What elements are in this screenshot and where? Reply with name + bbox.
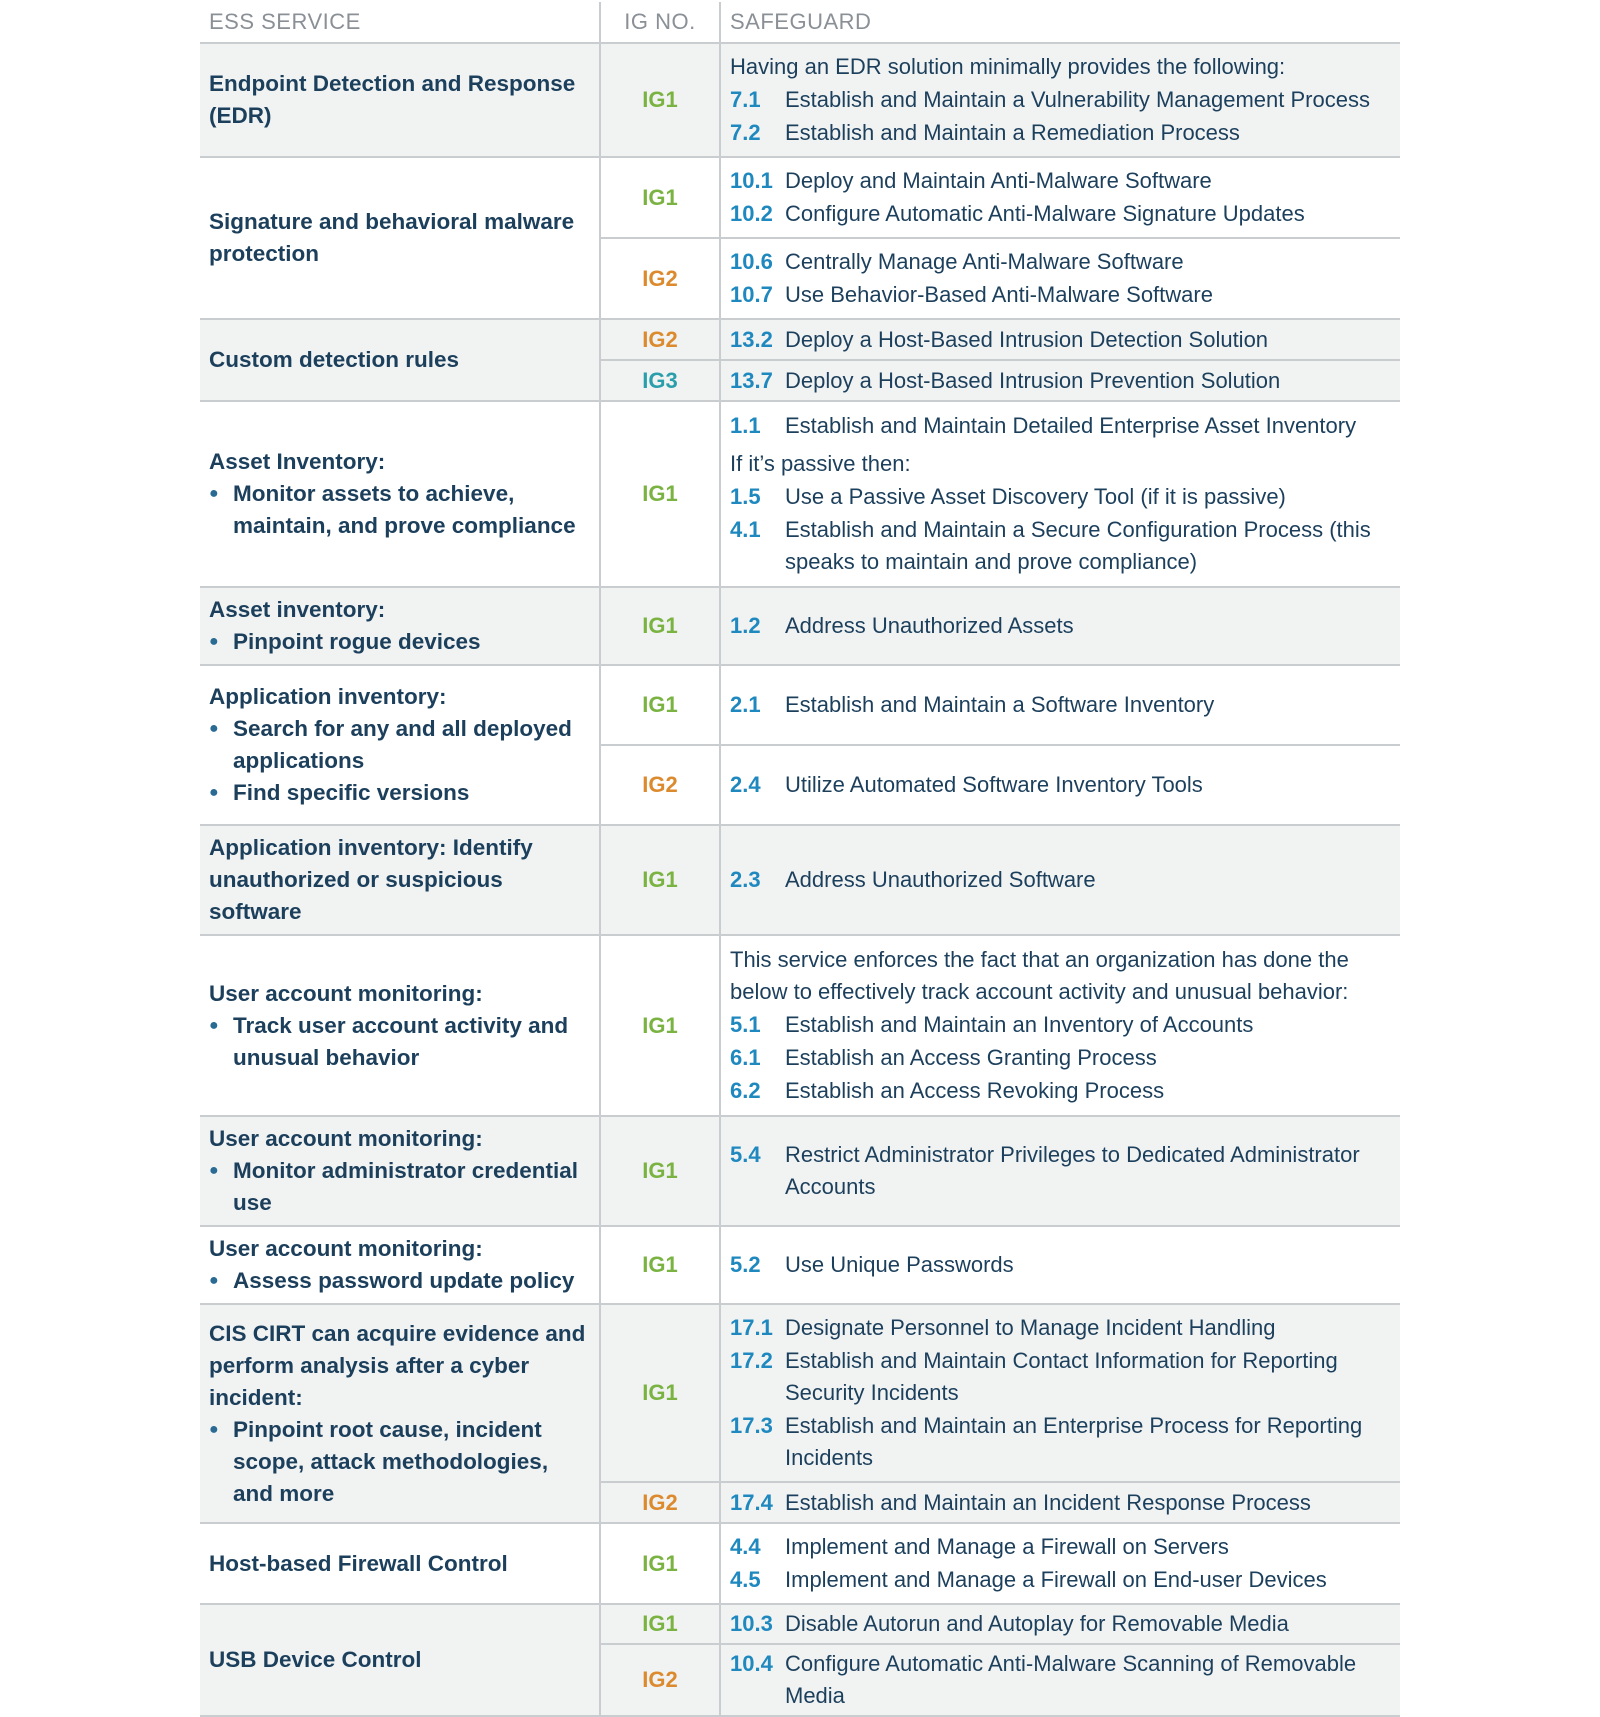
service-cell bbox=[200, 1116, 600, 1226]
safeguard-text: Deploy and Maintain Anti-Malware Software bbox=[785, 168, 1212, 193]
safeguard-cell bbox=[720, 401, 1400, 587]
safeguard-text: Establish an Access Revoking Process bbox=[785, 1078, 1165, 1103]
safeguard-item bbox=[730, 1410, 1391, 1474]
table-row-user-account-password bbox=[200, 1226, 1400, 1304]
safeguard-text: Establish and Maintain a Remediation Process bbox=[785, 120, 1240, 145]
safeguard-item bbox=[730, 1608, 1391, 1640]
ig-badge: IG2 bbox=[600, 1644, 720, 1716]
safeguard-item bbox=[730, 1249, 1391, 1281]
bullet-icon: ● bbox=[209, 485, 219, 502]
service-bullet bbox=[209, 1265, 590, 1297]
header-safeguard: SAFEGUARD bbox=[720, 2, 1400, 43]
service-title: USB Device Control bbox=[209, 1647, 422, 1672]
service-title: Endpoint Detection and Response (EDR) bbox=[209, 71, 576, 128]
safeguard-number: 10.4 bbox=[730, 1651, 773, 1676]
service-title: Signature and behavioral malware protection bbox=[209, 209, 575, 266]
table-row-edr bbox=[200, 43, 1400, 157]
safeguard-item bbox=[730, 410, 1391, 442]
safeguard-cell bbox=[720, 360, 1400, 401]
safeguard-intro: Having an EDR solution minimally provides the following: bbox=[730, 54, 1286, 79]
bullet-icon: ● bbox=[209, 720, 219, 737]
safeguard-cell bbox=[720, 1644, 1400, 1716]
safeguard-number: 6.2 bbox=[730, 1078, 761, 1103]
safeguard-item bbox=[730, 1487, 1391, 1519]
safeguard-text: Establish and Maintain a Vulnerability Management Process bbox=[785, 87, 1370, 112]
ig-badge: IG1 bbox=[600, 1116, 720, 1226]
safeguard-cell bbox=[720, 665, 1400, 745]
service-bullet bbox=[209, 1155, 590, 1219]
ig-badge: IG2 bbox=[600, 238, 720, 319]
safeguard-number: 10.7 bbox=[730, 282, 773, 307]
table-row-usb bbox=[200, 1604, 1400, 1644]
safeguard-item bbox=[730, 1139, 1391, 1203]
safeguard-number: 7.1 bbox=[730, 87, 761, 112]
safeguard-text: Use Behavior-Based Anti-Malware Software bbox=[785, 282, 1213, 307]
safeguard-cell bbox=[720, 1482, 1400, 1523]
ig-badge: IG1 bbox=[600, 1304, 720, 1482]
safeguard-item bbox=[730, 1042, 1391, 1074]
safeguard-text: Use a Passive Asset Discovery Tool (if it is passive) bbox=[785, 484, 1286, 509]
safeguard-number: 10.1 bbox=[730, 168, 773, 193]
safeguard-number: 10.3 bbox=[730, 1611, 773, 1636]
safeguard-cell bbox=[720, 825, 1400, 935]
ig-badge: IG1 bbox=[600, 157, 720, 238]
safeguard-intro: If it’s passive then: bbox=[730, 451, 911, 476]
bullet-icon: ● bbox=[209, 1016, 219, 1034]
table-row-firewall bbox=[200, 1523, 1400, 1604]
safeguard-text: Centrally Manage Anti-Malware Software bbox=[785, 249, 1184, 274]
safeguard-text: Establish and Maintain an Enterprise Process for Reporting Incidents bbox=[785, 1413, 1363, 1470]
safeguard-text: Implement and Manage a Firewall on End-user Devices bbox=[785, 1567, 1327, 1592]
safeguard-text: Establish and Maintain Contact Information for Reporting Security Incidents bbox=[785, 1348, 1338, 1405]
safeguard-text: Configure Automatic Anti-Malware Signature Updates bbox=[785, 201, 1305, 226]
safeguard-item bbox=[730, 365, 1391, 397]
service-title: Custom detection rules bbox=[209, 347, 460, 372]
safeguard-item bbox=[730, 165, 1391, 197]
service-title: Asset Inventory: bbox=[209, 449, 386, 474]
ig-badge: IG2 bbox=[600, 745, 720, 825]
safeguard-text: Establish an Access Granting Process bbox=[785, 1045, 1157, 1070]
safeguard-text: Use Unique Passwords bbox=[785, 1252, 1014, 1277]
service-bullet bbox=[209, 777, 590, 809]
ig-badge: IG2 bbox=[600, 1482, 720, 1523]
safeguard-cell bbox=[720, 587, 1400, 665]
safeguard-cell bbox=[720, 745, 1400, 825]
safeguard-number: 10.2 bbox=[730, 201, 773, 226]
safeguard-number: 5.1 bbox=[730, 1012, 761, 1037]
safeguard-item bbox=[730, 514, 1391, 578]
bullet-text: Pinpoint rogue devices bbox=[233, 629, 481, 654]
table-row-user-account-activity bbox=[200, 935, 1400, 1116]
service-cell bbox=[200, 1523, 600, 1604]
safeguard-number: 2.3 bbox=[730, 867, 761, 892]
safeguard-text: Designate Personnel to Manage Incident Handling bbox=[785, 1315, 1276, 1340]
service-bullet bbox=[209, 1414, 590, 1510]
safeguard-text: Restrict Administrator Privileges to Dedicated Administrator Accounts bbox=[785, 1142, 1360, 1199]
service-cell bbox=[200, 1604, 600, 1716]
safeguard-item bbox=[730, 117, 1391, 149]
safeguard-cell bbox=[720, 1226, 1400, 1304]
safeguard-number: 7.2 bbox=[730, 120, 761, 145]
bullet-icon: ● bbox=[209, 1162, 219, 1179]
safeguard-item bbox=[730, 1564, 1391, 1596]
safeguard-number: 4.5 bbox=[730, 1567, 761, 1592]
service-cell bbox=[200, 1226, 600, 1304]
ig-badge: IG1 bbox=[600, 1604, 720, 1644]
bullet-icon: ● bbox=[209, 1420, 219, 1438]
ig-badge: IG2 bbox=[600, 319, 720, 360]
safeguard-number: 2.1 bbox=[730, 692, 761, 717]
safeguard-number: 4.1 bbox=[730, 517, 761, 542]
table-row-application-inventory bbox=[200, 665, 1400, 745]
ess-safeguard-table bbox=[200, 2, 1400, 1717]
safeguard-number: 1.1 bbox=[730, 413, 761, 438]
safeguard-cell bbox=[720, 43, 1400, 157]
safeguard-text: Address Unauthorized Software bbox=[785, 867, 1096, 892]
table-row-asset-rogue bbox=[200, 587, 1400, 665]
table-row-cis-cirt bbox=[200, 1304, 1400, 1482]
safeguard-number: 1.5 bbox=[730, 484, 761, 509]
table-header-row bbox=[200, 2, 1400, 43]
service-title: User account monitoring: bbox=[209, 980, 483, 1006]
safeguard-number: 13.2 bbox=[730, 326, 773, 352]
bullet-icon: ● bbox=[209, 633, 219, 650]
safeguard-cell bbox=[720, 1523, 1400, 1604]
safeguard-item bbox=[730, 1648, 1391, 1712]
safeguard-number: 4.4 bbox=[730, 1534, 761, 1559]
safeguard-cell bbox=[720, 1304, 1400, 1482]
table-row-malware bbox=[200, 157, 1400, 238]
safeguard-item bbox=[730, 481, 1391, 513]
safeguard-cell bbox=[720, 1604, 1400, 1644]
safeguard-text: Disable Autorun and Autoplay for Removable Media bbox=[785, 1611, 1289, 1636]
bullet-icon: ● bbox=[209, 784, 219, 801]
bullet-text: Search for any and all deployed applications bbox=[233, 716, 572, 773]
safeguard-text: Utilize Automated Software Inventory Tools bbox=[785, 772, 1203, 797]
safeguard-cell bbox=[720, 319, 1400, 360]
service-title: Host-based Firewall Control bbox=[209, 1550, 508, 1576]
bullet-text: Monitor assets to achieve, maintain, and prove compliance bbox=[233, 481, 576, 538]
service-bullet bbox=[209, 1010, 590, 1074]
ig-badge: IG1 bbox=[600, 935, 720, 1116]
safeguard-cell bbox=[720, 238, 1400, 319]
safeguard-item bbox=[730, 1531, 1391, 1563]
safeguard-item bbox=[730, 689, 1391, 721]
service-title: CIS CIRT can acquire evidence and perform analysis after a cyber incident: bbox=[209, 1320, 586, 1410]
ig-badge: IG1 bbox=[600, 587, 720, 665]
safeguard-text: Implement and Manage a Firewall on Servers bbox=[785, 1534, 1229, 1559]
bullet-text: Assess password update policy bbox=[233, 1268, 575, 1293]
service-cell bbox=[200, 401, 600, 587]
safeguard-text: Establish and Maintain an Inventory of Accounts bbox=[785, 1012, 1254, 1037]
safeguard-text: Address Unauthorized Assets bbox=[785, 613, 1074, 638]
safeguard-number: 6.1 bbox=[730, 1045, 761, 1070]
safeguard-number: 5.4 bbox=[730, 1142, 761, 1167]
safeguard-item bbox=[730, 864, 1391, 896]
header-ess-service: ESS SERVICE bbox=[200, 2, 600, 43]
bullet-text: Pinpoint root cause, incident scope, attack methodologies, and more bbox=[233, 1416, 549, 1506]
safeguard-text: Establish and Maintain a Secure Configuration Process (this speaks to maintain and prove compliance) bbox=[785, 517, 1371, 574]
safeguard-number: 17.2 bbox=[730, 1348, 773, 1373]
ig-badge: IG1 bbox=[600, 1226, 720, 1304]
table-row-asset-inventory bbox=[200, 401, 1400, 587]
safeguard-text: Establish and Maintain an Incident Response Process bbox=[785, 1489, 1311, 1515]
safeguard-text: Deploy a Host-Based Intrusion Prevention Solution bbox=[785, 367, 1281, 393]
service-title: User account monitoring: bbox=[209, 1126, 483, 1151]
bullet-icon: ● bbox=[209, 1272, 219, 1289]
service-bullet bbox=[209, 626, 590, 658]
table-row-custom-detection bbox=[200, 319, 1400, 360]
safeguard-item bbox=[730, 198, 1391, 230]
service-cell bbox=[200, 825, 600, 935]
service-bullet bbox=[209, 713, 590, 777]
safeguard-item bbox=[730, 610, 1391, 642]
safeguard-text: Deploy a Host-Based Intrusion Detection Solution bbox=[785, 326, 1269, 352]
safeguard-number: 13.7 bbox=[730, 367, 773, 393]
safeguard-item bbox=[730, 246, 1391, 278]
ig-badge: IG1 bbox=[600, 665, 720, 745]
safeguard-item bbox=[730, 769, 1391, 801]
service-title: Application inventory: bbox=[209, 684, 447, 709]
safeguard-cell bbox=[720, 157, 1400, 238]
safeguard-cell bbox=[720, 935, 1400, 1116]
ig-badge: IG1 bbox=[600, 401, 720, 587]
safeguard-number: 17.3 bbox=[730, 1413, 773, 1438]
safeguard-item bbox=[730, 1345, 1391, 1409]
service-title: Application inventory: Identify unauthorized or suspicious software bbox=[209, 835, 533, 924]
header-ig-no: IG NO. bbox=[600, 2, 720, 43]
service-title: User account monitoring: bbox=[209, 1236, 483, 1261]
service-cell bbox=[200, 587, 600, 665]
service-cell bbox=[200, 43, 600, 157]
safeguard-number: 2.4 bbox=[730, 772, 761, 797]
safeguard-number: 17.1 bbox=[730, 1315, 773, 1340]
ig-badge: IG3 bbox=[600, 360, 720, 401]
ig-badge: IG1 bbox=[600, 825, 720, 935]
service-cell bbox=[200, 935, 600, 1116]
safeguard-intro: This service enforces the fact that an organization has done the below to effectively track account activity and unusual behavior: bbox=[730, 947, 1349, 1004]
safeguard-number: 17.4 bbox=[730, 1489, 773, 1515]
safeguard-item bbox=[730, 1075, 1391, 1107]
ig-badge: IG1 bbox=[600, 43, 720, 157]
safeguard-text: Establish and Maintain a Software Inventory bbox=[785, 692, 1215, 717]
table-row-user-account-admin bbox=[200, 1116, 1400, 1226]
safeguard-item bbox=[730, 1009, 1391, 1041]
service-cell bbox=[200, 665, 600, 825]
service-bullet bbox=[209, 478, 590, 542]
bullet-text: Monitor administrator credential use bbox=[233, 1158, 579, 1215]
service-cell bbox=[200, 157, 600, 319]
service-cell bbox=[200, 319, 600, 401]
safeguard-item bbox=[730, 1312, 1391, 1344]
safeguard-item bbox=[730, 324, 1391, 356]
ig-badge: IG1 bbox=[600, 1523, 720, 1604]
service-cell bbox=[200, 1304, 600, 1523]
safeguard-cell bbox=[720, 1116, 1400, 1226]
service-title: Asset inventory: bbox=[209, 597, 386, 622]
table-row-application-unauthorized bbox=[200, 825, 1400, 935]
safeguard-number: 1.2 bbox=[730, 613, 761, 638]
safeguard-text: Configure Automatic Anti-Malware Scanning of Removable Media bbox=[785, 1651, 1357, 1708]
safeguard-text: Establish and Maintain Detailed Enterprise Asset Inventory bbox=[785, 413, 1357, 438]
safeguard-number: 5.2 bbox=[730, 1252, 761, 1277]
safeguard-number: 10.6 bbox=[730, 249, 773, 274]
safeguard-item bbox=[730, 279, 1391, 311]
bullet-text: Find specific versions bbox=[233, 780, 470, 805]
bullet-text: Track user account activity and unusual behavior bbox=[233, 1012, 569, 1070]
safeguard-item bbox=[730, 84, 1391, 116]
